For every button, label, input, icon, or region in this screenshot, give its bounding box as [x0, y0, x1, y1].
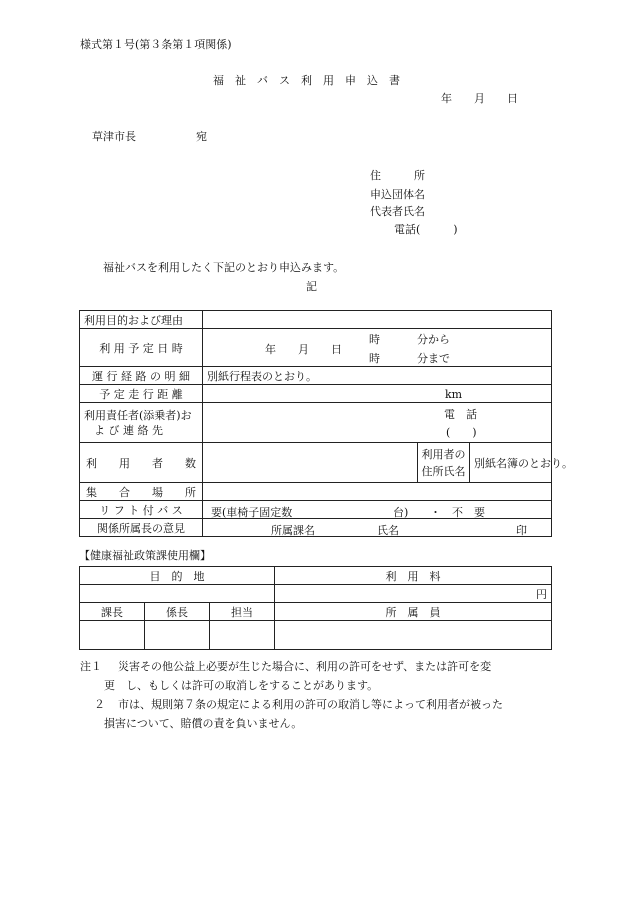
- request-text: 福祉バスを利用したく下記のとおり申込みます。: [103, 261, 345, 274]
- time-to-hour: 時: [369, 352, 380, 365]
- meeting-label: 集 合 場 所: [80, 483, 203, 501]
- lift-field[interactable]: [203, 501, 552, 519]
- date-line: 年 月 日: [441, 92, 518, 105]
- users-address-line2: 住所氏名: [421, 465, 466, 478]
- note1-line1: 災害その他公益上必要が生じた場合に、利用の許可をせず、または許可を変: [118, 660, 492, 673]
- dept-staff-field[interactable]: [275, 621, 552, 650]
- responsible-label-line2: よ び 連 絡 先: [94, 423, 163, 437]
- dept-field[interactable]: [203, 519, 552, 537]
- applicant-tel-label: 電話( ): [394, 223, 458, 236]
- addressee-suffix: 宛: [196, 130, 207, 143]
- route-label: 運 行 経 路 の 明 細: [80, 367, 203, 385]
- users-count-field[interactable]: [203, 443, 418, 483]
- subchief-stamp[interactable]: [145, 621, 210, 650]
- schedule-label: 利 用 予 定 日 時: [80, 329, 203, 367]
- lift-value-notneeded: ・ 不 要: [430, 506, 485, 519]
- note2-line2: 損害について、賠償の責を負いません。: [104, 717, 303, 730]
- row-route: [80, 367, 552, 385]
- office-use-table: [79, 566, 552, 650]
- purpose-label: 利用目的および理由: [80, 311, 203, 329]
- applicant-address-label: 住 所: [370, 169, 425, 182]
- staff-label: 担当: [210, 603, 275, 621]
- lift-value-needed: 要(車椅子固定数: [211, 506, 293, 519]
- destination-field[interactable]: [80, 585, 275, 603]
- time-to-suffix: 分まで: [417, 352, 450, 365]
- purpose-field[interactable]: [203, 311, 552, 329]
- users-address-line1: 利用者の: [421, 448, 466, 461]
- addressee: 草津市長: [92, 130, 136, 143]
- schedule-field[interactable]: [203, 329, 552, 367]
- users-address-cell: [418, 443, 573, 483]
- distance-unit: km: [445, 388, 463, 401]
- row-purpose: [80, 311, 552, 329]
- responsible-tel: 電 話: [444, 408, 477, 421]
- row-distance: [80, 385, 552, 403]
- note2-line1: 市は、規則第７条の規定による利用の許可の取消し等によって利用者が被った: [118, 698, 503, 711]
- staff-stamp[interactable]: [210, 621, 275, 650]
- chief-stamp[interactable]: [80, 621, 145, 650]
- note1-number: 注１: [80, 660, 102, 673]
- distance-label: 予 定 走 行 距 離: [80, 385, 203, 403]
- application-table: [79, 310, 573, 537]
- row-users: [80, 443, 552, 483]
- users-label: 利 用 者 数: [80, 443, 203, 483]
- distance-field[interactable]: [203, 385, 552, 403]
- dept-seal: 印: [516, 524, 527, 537]
- schedule-date: 年 月 日: [265, 343, 342, 356]
- fee-label: 利 用 料: [275, 567, 552, 585]
- lift-label: リ フ ト 付 バ ス: [80, 501, 203, 519]
- time-from-suffix: 分から: [417, 333, 450, 346]
- responsible-label-line1: 利用責任者(添乗者)お: [84, 408, 192, 422]
- destination-label: 目 的 地: [80, 567, 275, 585]
- dept-label: 関係所属長の意見: [80, 519, 203, 537]
- meeting-field[interactable]: [203, 483, 552, 501]
- chief-label: 課長: [80, 603, 145, 621]
- subchief-label: 係長: [145, 603, 210, 621]
- row-dept: [80, 519, 552, 537]
- users-roster: 別紙名簿のとおり。: [474, 457, 573, 470]
- office-heading: 【健康福祉政策課使用欄】: [79, 549, 211, 562]
- time-from-hour: 時: [369, 333, 380, 346]
- responsible-field[interactable]: [203, 403, 552, 443]
- users-address-label: [418, 443, 470, 482]
- fee-yen: 円: [275, 585, 552, 603]
- responsible-tel-paren: ( ): [446, 426, 477, 439]
- page-title: 福 祉 バ ス 利 用 申 込 書: [213, 74, 400, 87]
- dept-staff-label: 所 属 員: [275, 603, 552, 621]
- row-lift: [80, 501, 552, 519]
- applicant-rep-label: 代表者氏名: [370, 205, 425, 218]
- dept-name: 氏名: [377, 524, 399, 537]
- responsible-label: [80, 403, 203, 443]
- row-meeting: [80, 483, 552, 501]
- note1-line2: 更 し、もしくは許可の取消しをすることがあります。: [104, 679, 379, 692]
- applicant-org-label: 申込団体名: [370, 188, 425, 201]
- dept-section: 所属課名: [271, 524, 315, 537]
- note2-number: ２: [94, 698, 105, 711]
- row-responsible: [80, 403, 552, 443]
- lift-value-units: 台): [393, 506, 409, 519]
- row-schedule: [80, 329, 552, 367]
- route-value[interactable]: 別紙行程表のとおり。: [203, 367, 552, 385]
- form-number: 様式第１号(第３条第１項関係): [80, 38, 232, 51]
- ki-mark: 記: [306, 280, 317, 293]
